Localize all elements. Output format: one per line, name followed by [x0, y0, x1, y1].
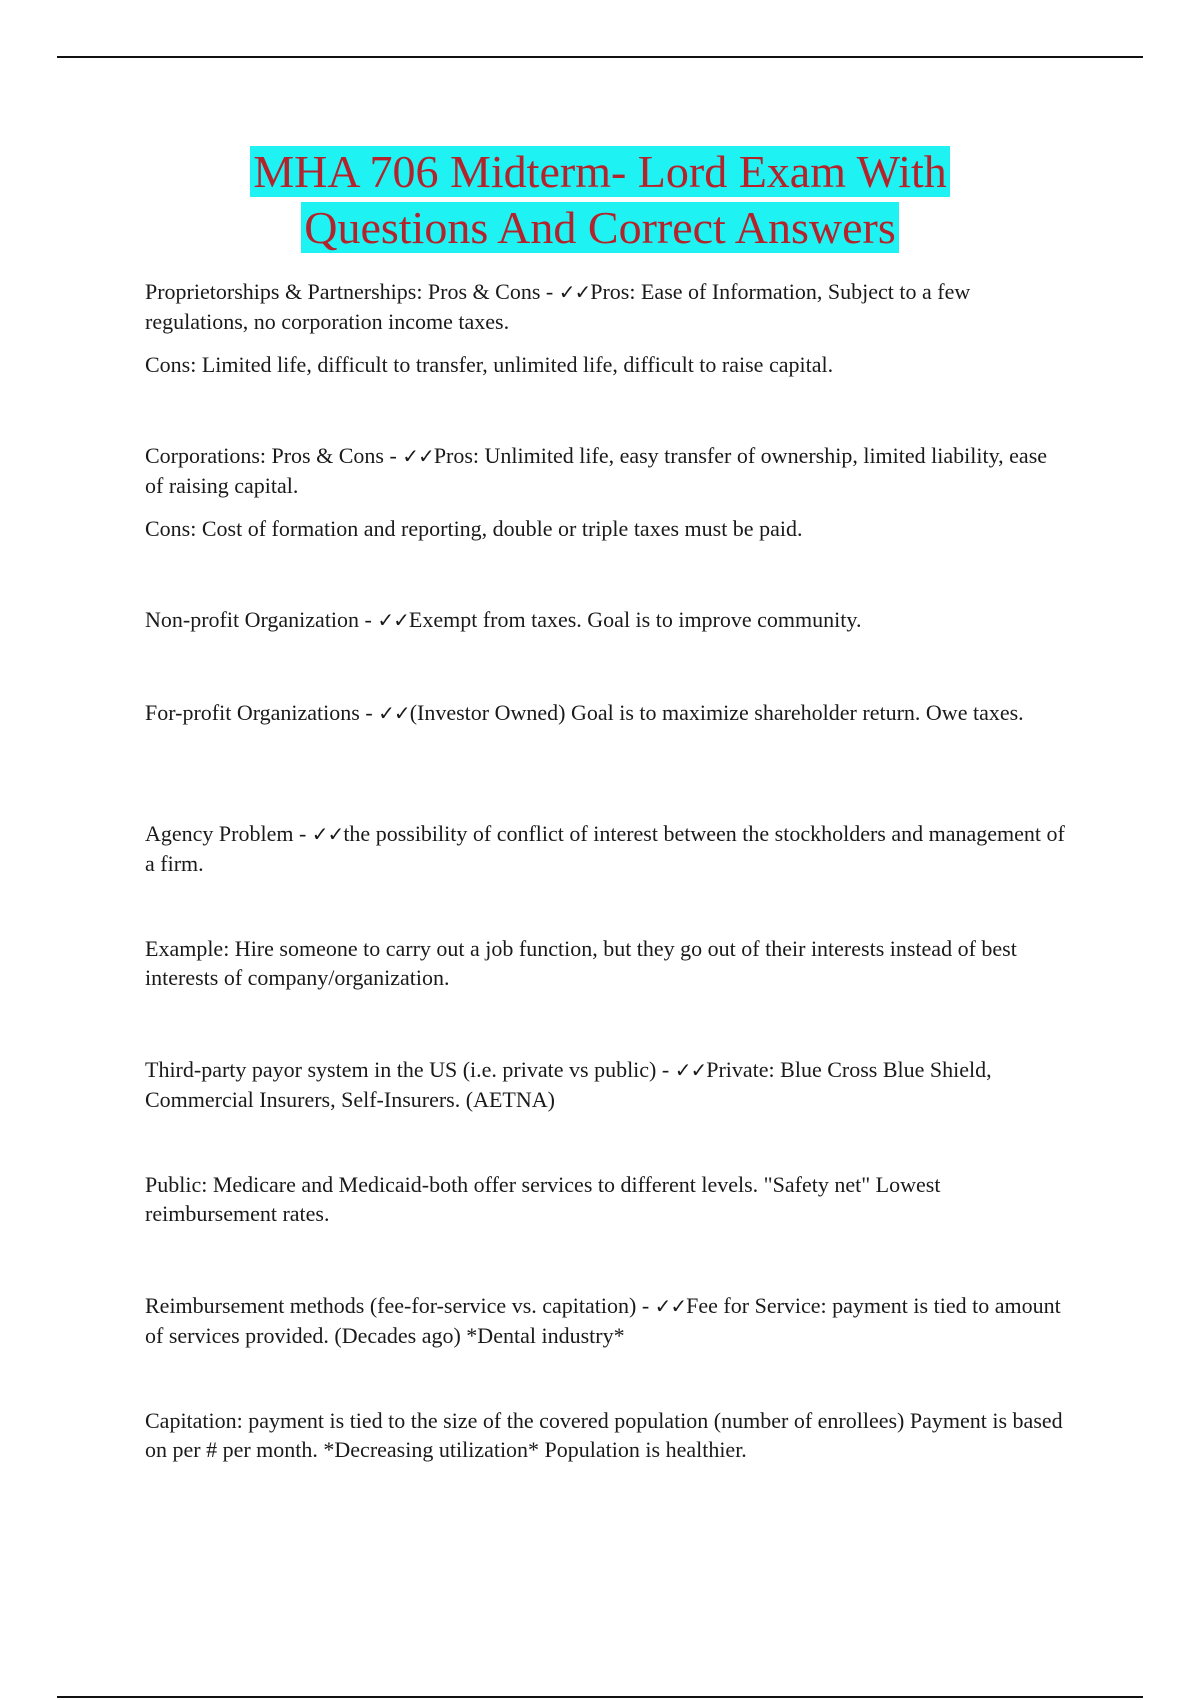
entry-term: Agency Problem -: [145, 821, 312, 846]
entry-text: Cons: Limited life, difficult to transfer, unlimited life, difficult to raise capital.: [145, 352, 834, 377]
entry-text: Cons: Cost of formation and reporting, double or triple taxes must be paid.: [145, 516, 803, 541]
entry-text: Capitation: payment is tied to the size of the covered population (number of enrollees) Payment is based on per # per month. *Decreasing utilization* Population is healthier.: [145, 1408, 1063, 1462]
entry-capitation: [145, 1406, 1065, 1464]
entry-answer: Fee for Service: payment is tied to amount of services provided. (Decades ago) *Dental industry*: [145, 1293, 1061, 1348]
check-mark-icon: ✓✓: [674, 1058, 707, 1082]
entry-third-party-payor: [145, 1055, 1065, 1114]
entry-term: Reimbursement methods (fee-for-service vs. capitation) -: [145, 1293, 655, 1318]
entry-term: Non-profit Organization -: [145, 607, 378, 632]
title-line-2: Questions And Correct Answers: [301, 202, 899, 253]
check-mark-icon: ✓✓: [402, 444, 434, 468]
entry-answer: Pros: Ease of Information, Subject to a few regulations, no corporation income taxes.: [145, 279, 971, 334]
entry-text: Example: Hire someone to carry out a job function, but they go out of their interests instead of best interests of company/organization.: [145, 936, 1017, 990]
entry-reimbursement-methods: [145, 1291, 1065, 1350]
entry-answer: the possibility of conflict of interest between the stockholders and management of a firm.: [145, 821, 1065, 876]
entry-term: Corporations: Pros & Cons -: [145, 443, 403, 468]
check-mark-icon: ✓✓: [378, 701, 410, 725]
entry-answer: Private: Blue Cross Blue Shield, Commercial Insurers, Self-Insurers. (AETNA): [145, 1057, 992, 1112]
entry-for-profit: [145, 698, 1065, 728]
entry-agency-problem: [145, 819, 1065, 878]
entry-answer: Exempt from taxes. Goal is to improve community.: [408, 607, 862, 632]
check-mark-icon: ✓✓: [311, 822, 344, 846]
entry-term: Proprietorships & Partnerships: Pros & Cons -: [145, 279, 559, 304]
entry-term: For-profit Organizations -: [145, 700, 379, 725]
entry-corporations: [145, 441, 1065, 500]
entry-corporations-cons: [145, 514, 1065, 543]
entry-non-profit: [145, 605, 1065, 635]
bottom-rule: [57, 1696, 1143, 1698]
top-rule: [57, 56, 1143, 58]
entry-term: Third-party payor system in the US (i.e. private vs public) -: [145, 1057, 675, 1082]
check-mark-icon: ✓✓: [654, 1294, 687, 1318]
check-mark-icon: ✓✓: [377, 608, 409, 632]
entry-answer: (Investor Owned) Goal is to maximize shareholder return. Owe taxes.: [409, 700, 1024, 725]
entry-agency-example: [145, 934, 1065, 992]
entry-proprietorships: [145, 277, 1065, 336]
check-mark-icon: ✓✓: [558, 280, 591, 304]
entry-text: Public: Medicare and Medicaid-both offer services to different levels. "Safety net" Lowest reimbursement rates.: [145, 1172, 941, 1226]
entry-answer: Pros: Unlimited life, easy transfer of ownership, limited liability, ease of raising capital.: [145, 443, 1048, 498]
entry-public-payor: [145, 1170, 1065, 1228]
document-title: [0, 144, 1200, 256]
entry-proprietorships-cons: [145, 350, 1065, 379]
title-line-1: MHA 706 Midterm- Lord Exam With: [250, 146, 950, 197]
